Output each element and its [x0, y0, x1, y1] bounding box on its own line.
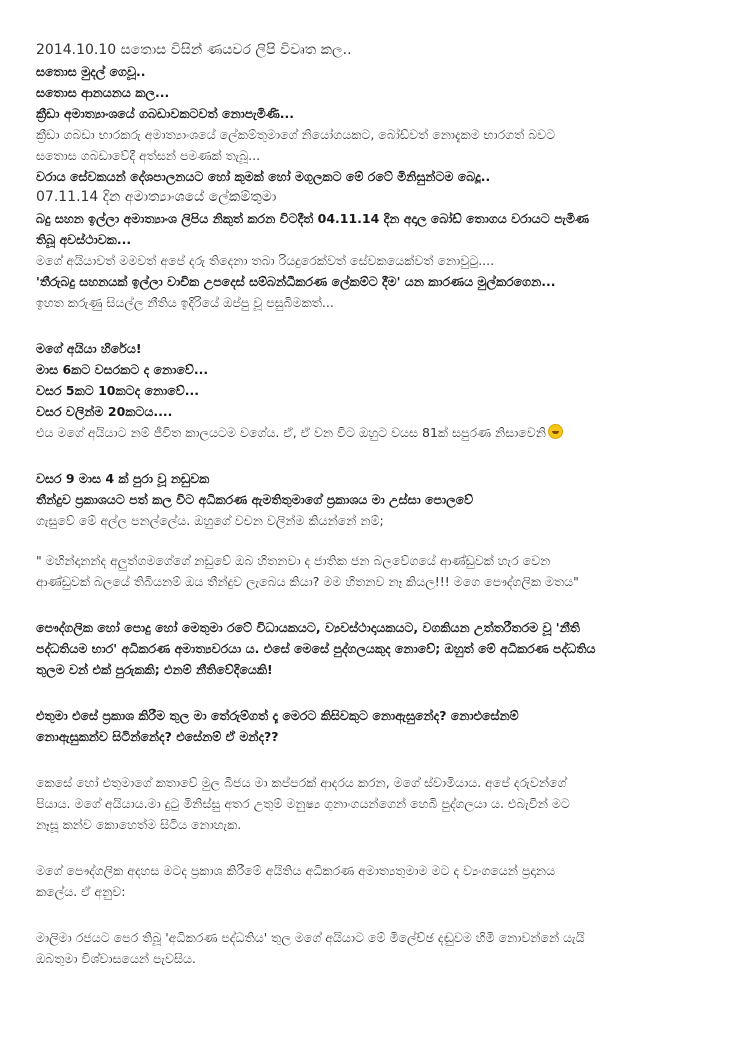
text-line: කලේය. ඒ අනුව: [36, 884, 126, 899]
text-line: නොඇසුකන්ව සිටින්නේද? එසේනම් ඒ මන්ද?? [36, 729, 279, 744]
text-line: නෑසූ කන්ව කොහෙත්ම සිටිය නොහැක. [36, 817, 242, 832]
text-line: එතුමා එසේ ප්‍රකාශ කිරීම තුල මා තේරුම්ගත් දෑ මෙරට කිසිවකුට නොඇසුනේද? නොඑසේනම් [36, 708, 519, 723]
text-line: ඉහත කරුණු සියල්ල නීතිය ඉදිරියේ ඔප්පු වූ පසුබිමකත්... [36, 295, 334, 310]
crying-face-emoji-icon [548, 424, 563, 439]
text-line: තුලම වන් එක් පුරුකකි; එනම් නීතිවේදියෙකි! [36, 662, 273, 677]
section-minister-quote [36, 550, 712, 592]
paragraph-question [36, 705, 712, 747]
text-line: මගේ අයියාවත් මමවත් අපේ දරු තිදෙනා තබා රියදුරෙක්වත් සේවකයෙක්වත් නොවුටු.... [36, 253, 495, 268]
text-line: ඔබතුමා විශ්වාසයෙන් පැවසිය. [36, 951, 196, 966]
section-brother-jailed [36, 338, 712, 422]
text-line: මගේ අයියා හිරේය! [36, 341, 142, 356]
text-line: තිබූ අවස්ථාවක... [36, 232, 132, 247]
paragraph-conclusion [36, 927, 712, 969]
text-line: 2014.10.10 සතොස විසින් ණයවර ලිපි විවෘත කල.. [36, 42, 352, 58]
text-line: ආණ්ඩුවක් බලයේ තිබියනම් ඔය තීන්දුව ලැබෙය කියා? මම හිතනව නෑ කියල!!! මගෙ පෞද්ගලික මතය" [36, 574, 579, 589]
facebook-post-text [36, 40, 712, 969]
text-line: සතොස මුදල් ගෙවූ.. [36, 64, 146, 79]
section-verdict-intro [36, 468, 712, 531]
text-line: ක්‍රීඩා ගබඩා භාරකරු අමාත්‍යාංශයේ ලේකම්තුමාගේ නියෝගයකට, බෝඩ්වත් නොදැකම භාරගත් බවට [36, 127, 556, 142]
text-line: පෞද්ගලික හෝ පොදු හෝ මෙතුමා රටේ විධායකයට, ව්‍යවස්ථාදායකයට, වගකියන උත්තරීතරම වූ 'නීති [36, 620, 580, 635]
text-line: 'තීරුබදු සහනයක් ඉල්ලා වාචික උපදෙස් සම්බන්ධීකරණ ලේකම්ට දීම' යන කාරණය මුල්කරගෙන... [36, 274, 556, 289]
paragraph-minister-role [36, 617, 712, 680]
text-line: තීන්දුව ප්‍රකාශයට පත් කල විට අධිකරණ ඇමතිතුමාගේ ප්‍රකාශය මා උස්සා පොලවේ [36, 492, 474, 507]
text-line: " මහින්දානන්ද අලුත්ගමගේගේ නඩුවේ ඔබ හිතනවා ද ජාතික ජන බලවේගයේ ආණ්ඩුවක් හැර වෙන [36, 553, 551, 568]
text-line: මගේ පෞද්ගලික අදහස මටද ප්‍රකාශ කිරීමේ අයිතිය අධිකරණ අමාත්‍යතුමාම මට ද ව්‍යංගයෙන් ප්‍රදානය [36, 863, 556, 878]
lifetime-sentence-line [36, 422, 712, 443]
text-line: වසර වලින්ම 20කටය.... [36, 404, 173, 419]
section-sathosa-timeline [36, 40, 712, 313]
text-line: මාලිමා රජයට පෙර තිබූ 'අධිකරණ පද්ධතිය' තුල මගේ අයියාට මේ මිලේච්ඡ දඬුවම හිමි නොවන්නේ යැයි [36, 930, 585, 945]
paragraph-husband [36, 772, 712, 835]
text-line: 07.11.14 දින අමාත්‍යාංශයේ ලේකම්තුමා [36, 189, 277, 205]
paragraph-right-to-opinion [36, 860, 712, 902]
text-line: පද්ධතියම භාර' අධිකරණ අමාත්‍යවරයා ය. එසේ මෙසේ පුද්ගලයකුද නොවේ; ඔහුත් මේ අධිකරණ පද්ධතිය [36, 641, 596, 656]
text-line: සතොස ආනයනය කල... [36, 85, 170, 100]
text-line: කෙසේ හෝ එතුමාගේ කතාවේ මුල බීජය මා කප්පරක් ආදරය කරන, මගේ ස්වාමියාය. අපේ දරුවන්ගේ [36, 775, 567, 790]
text-line: වසර 5කට 10කටද නොවේ... [36, 383, 200, 398]
text-line: මාස 6කට වසරකට ද නොවේ... [36, 362, 209, 377]
text-line: වසර 9 මාස 4 ක් පුරා වූ නඩුවක [36, 471, 210, 486]
text-line: බදු සහන ඉල්ලා අමාත්‍යාංශ ලිපිය නිකුත් කරන විටදීත් 04.11.14 දින අදාල බෝඩ් තොගය වරායට පැමිණ [36, 211, 590, 226]
text-line: පියාය. මගේ අයියාය.මා දුටු මිනිස්සු අතර උතුම් මනුෂ්‍ය ගුනාංගයන්ගෙන් හෙබි පුද්ගලයා ය. එබැවින් මට [36, 796, 570, 811]
text-line: ගැසුවේ මේ අල්ල පනල්ලේය. ඔහුගේ වචන වලින්ම කියන්නේ නම්; [36, 513, 384, 528]
lifetime-sentence-text: එය මගේ අයියාට නම් ජීවිත කාලයටම වගේය. ඒ, ඒ වන විට ඔහුට වයස 81ක් සපුරණ නිසාවෙනි [36, 425, 546, 440]
text-line: ක්‍රීඩා අමාත්‍යාංශයේ ගබඩාවකටවත් නොපැමිණි... [36, 106, 294, 121]
text-line: වරාය සේවකයන් දේශපාලනයට හෝ කුමක් හෝ මගුලකට මේ රටේ මිනිසුන්ටම බෙදූ.. [36, 169, 491, 184]
text-line: සතොස ගබඩාවේදී අත්සන් පමණක් තැබූ... [36, 148, 261, 163]
